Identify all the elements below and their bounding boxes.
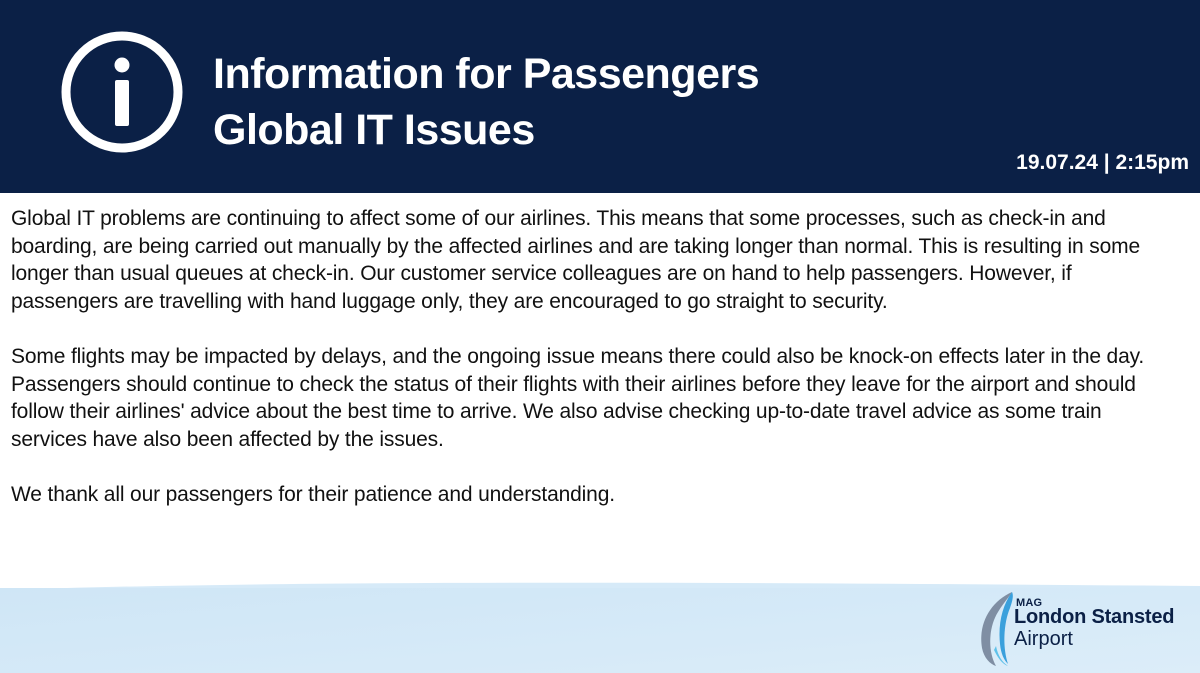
header-banner xyxy=(0,0,1200,193)
paragraph-2: Some flights may be impacted by delays, and the ongoing issue means there could also be knock-on effects later in the day. Passengers should continue to check the status of their flights with their airlines before they leave for the airport and should follow their airlines' advice about the best time to arrive. We also advise checking up-to-date travel advice as some train services have also been affected by the issues. xyxy=(11,344,1145,451)
logo-airport-text: Airport xyxy=(1014,628,1073,650)
logo-name-text: London Stansted xyxy=(1014,606,1175,628)
paragraph-1: Global IT problems are continuing to affect some of our airlines. This means that some processes, such as check-in and boarding, are being carried out manually by the affected airlines and are taking longer than normal. This is resulting in some longer than usual queues at check-in. Our customer service colleagues are on hand to help passengers. However, if passengers are travelling with hand luggage only, they are encouraged to go straight to security. xyxy=(11,207,1140,313)
notice-body xyxy=(11,205,1171,536)
title-line-1: Information for Passengers xyxy=(213,50,760,98)
timestamp: 19.07.24 | 2:15pm xyxy=(1016,151,1189,174)
stansted-logo xyxy=(972,588,1200,668)
title-line-2: Global IT Issues xyxy=(213,106,535,154)
logo-mag-text: MAG xyxy=(1016,597,1043,609)
paragraph-3: We thank all our passengers for their patience and understanding. xyxy=(11,482,615,506)
info-icon xyxy=(60,30,184,154)
page-title xyxy=(213,46,759,158)
